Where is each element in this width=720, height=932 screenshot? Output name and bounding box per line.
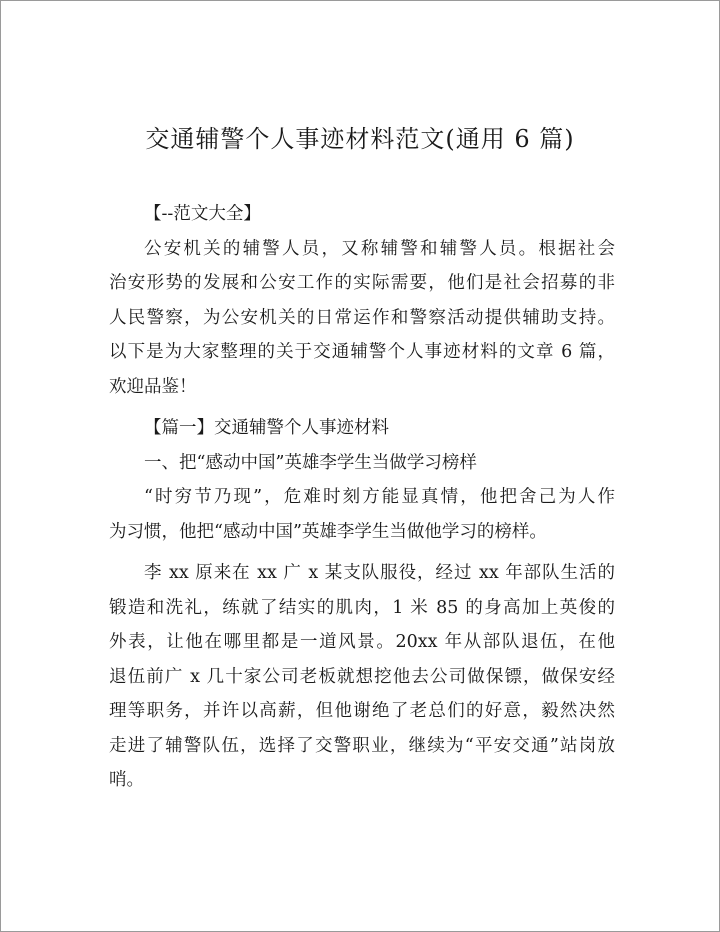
paragraph-line: 哨。 — [109, 770, 144, 790]
source-tag: 【--范文大全】 — [144, 204, 261, 224]
paragraph-1 — [109, 480, 615, 549]
document-title: 交通辅警个人事迹材料范文(通用 6 篇) — [145, 125, 575, 153]
intro-paragraph — [109, 232, 615, 405]
paragraph-line: 以下是为大家整理的关于交通辅警个人事迹材料的文章 6 篇， — [109, 342, 615, 362]
paragraph-line: 公安机关的辅警人员，又称辅警和辅警人员。根据社会 — [144, 238, 615, 259]
paragraph-line: 人民警察，为公安机关的日常运作和警察活动提供辅助支持。 — [109, 307, 615, 328]
paragraph-line: 锻造和洗礼，练就了结实的肌肉，1 米 85 的身高加上英俊的 — [109, 597, 615, 618]
paragraph-line: 为习惯，他把“感动中国”英雄李学生当做他学习的榜样。 — [109, 521, 547, 542]
subheading: 一、把“感动中国”英雄李学生当做学习榜样 — [144, 452, 477, 473]
section-heading: 【篇一】交通辅警个人事迹材料 — [144, 418, 389, 438]
document-body — [109, 197, 615, 798]
paragraph-2 — [109, 556, 615, 798]
paragraph-line: 欢迎品鉴！ — [109, 376, 197, 397]
paragraph-line: “时穷节乃现”，危难时刻方能显真情，他把舍己为人作 — [144, 487, 615, 507]
paragraph-line: 外表，让他在哪里都是一道风景。20xx 年从部队退伍，在他 — [109, 632, 615, 652]
paragraph-line: 退伍前广 x 几十家公司老板就想挖他去公司做保镖，做保安经 — [109, 666, 615, 687]
paragraph-line: 治安形势的发展和公安工作的实际需要，他们是社会招募的非 — [109, 273, 615, 293]
paragraph-line: 走进了辅警队伍，选择了交警职业，继续为“平安交通”站岗放 — [109, 735, 615, 756]
paragraph-line: 理等职务，并许以高薪，但他谢绝了老总们的好意，毅然决然 — [109, 701, 615, 721]
paragraph-line: 李 xx 原来在 xx 广 x 某支队服役，经过 xx 年部队生活的 — [144, 563, 615, 583]
